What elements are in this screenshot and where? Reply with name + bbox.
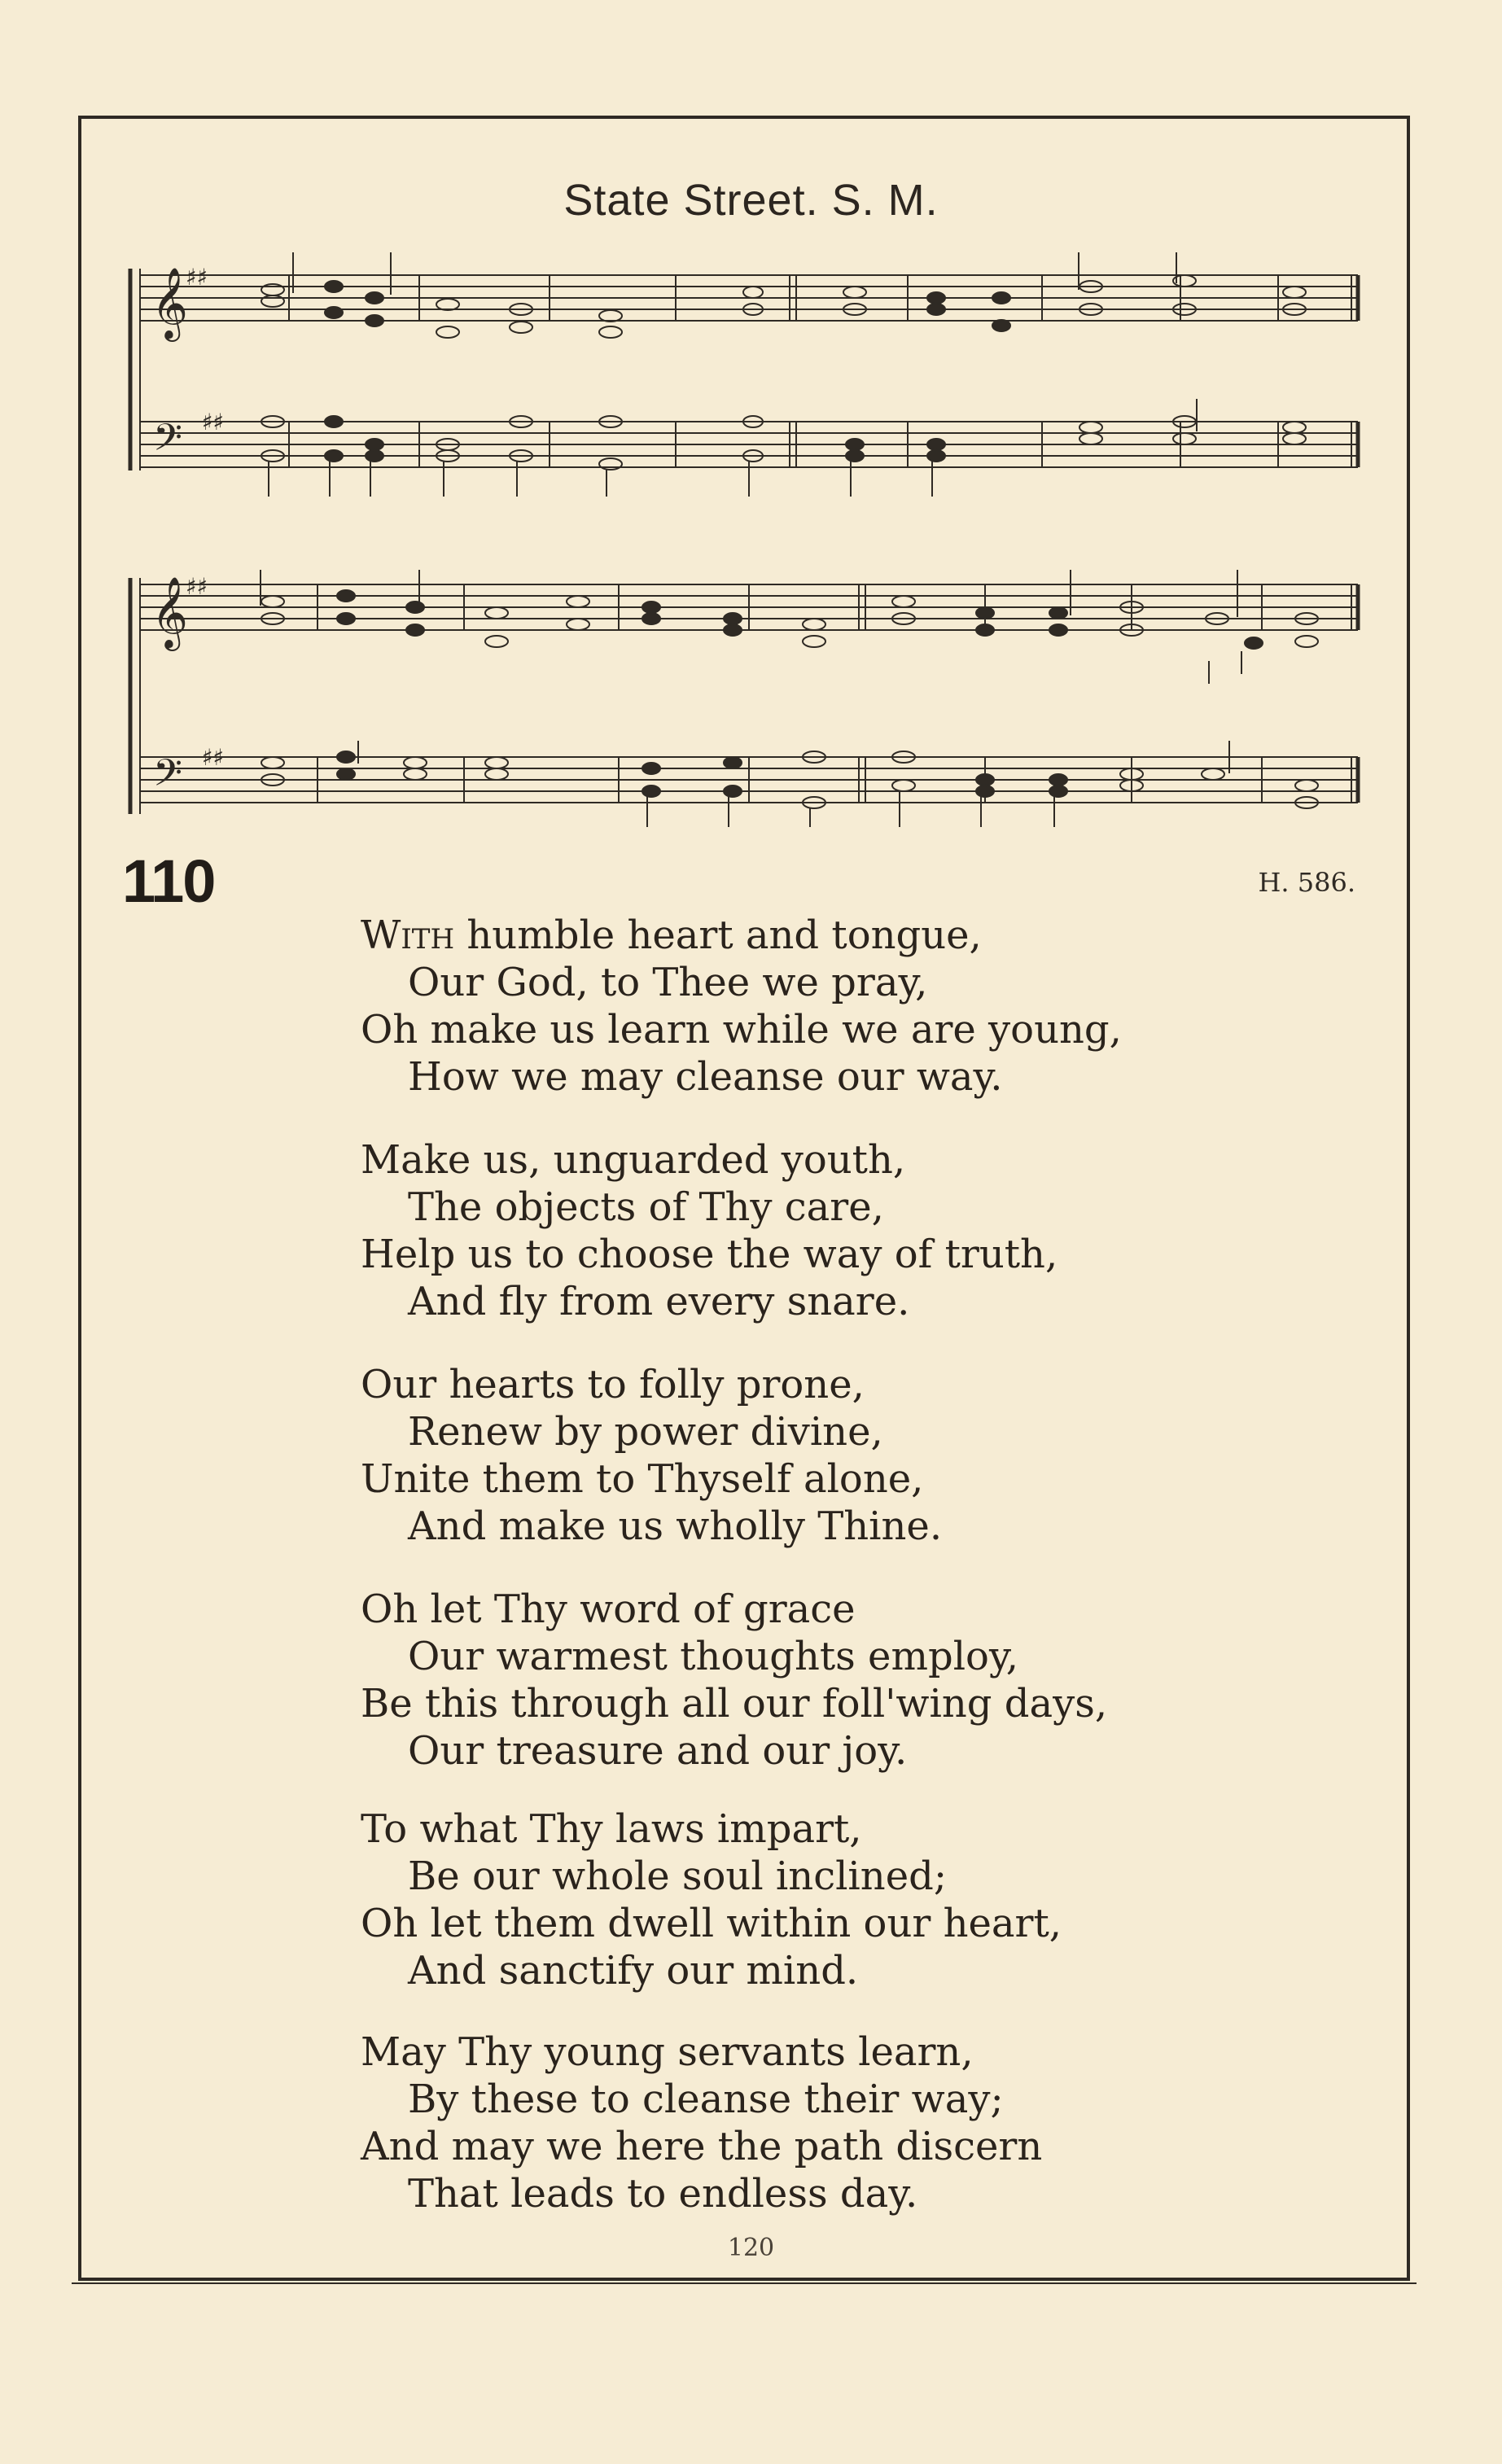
stanza-5 <box>361 1805 1062 1994</box>
stanza-line: And may we here the path discern <box>361 2124 1043 2169</box>
stanza-line: Unite them to Thyself alone, <box>361 1456 924 1502</box>
svg-text:♯♯: ♯♯ <box>186 573 208 600</box>
stanza-line: Make us, unguarded youth, <box>361 1137 906 1183</box>
stanza-line: Oh let Thy word of grace <box>361 1587 856 1632</box>
stanza-line: And sanctify our mind. <box>408 1948 859 1994</box>
stanza-line: Our hearts to folly prone, <box>361 1362 865 1407</box>
notes-2 <box>261 570 1318 827</box>
first-word-smallcaps: With <box>361 913 455 958</box>
stanza-line: Be this through all our foll'wing days, <box>361 1681 1108 1727</box>
stanza-line: Our God, to Thee we pray, <box>408 960 928 1005</box>
stanza-line: Our warmest thoughts employ, <box>408 1634 1018 1679</box>
tune-title: State Street. S. M. <box>563 176 939 225</box>
stanza-1 <box>361 912 1122 1101</box>
svg-text:𝄞: 𝄞 <box>151 576 188 648</box>
stanza-line: And fly from every snare. <box>408 1279 910 1324</box>
hymn-reference: H. 586. <box>1258 867 1355 898</box>
stanza-6 <box>361 2029 1042 2217</box>
stanza-line: The objects of Thy care, <box>408 1184 884 1230</box>
score-system-1 <box>130 252 1358 497</box>
stanza-line <box>361 912 1122 959</box>
bottom-rule <box>72 2282 1417 2284</box>
stanza-line: Be our whole soul inclined; <box>408 1853 947 1899</box>
stanza-4 <box>361 1586 1107 1775</box>
notes-1 <box>261 252 1306 497</box>
barlines-2 <box>317 584 1358 803</box>
svg-text:𝄢: 𝄢 <box>153 416 183 469</box>
stanza-line: Oh make us learn while we are young, <box>361 1007 1122 1053</box>
svg-text:♯♯: ♯♯ <box>186 264 208 291</box>
stanza-2 <box>361 1136 1058 1325</box>
stanza-line: Help us to choose the way of truth, <box>361 1232 1058 1277</box>
svg-text:𝄢: 𝄢 <box>153 751 183 804</box>
music-score <box>122 244 1376 830</box>
stanza-line: That leads to endless day. <box>408 2171 918 2217</box>
stanza-line-rest: humble heart and tongue, <box>466 913 982 958</box>
stanza-3 <box>361 1361 942 1550</box>
stanza-line: Our treasure and our joy. <box>408 1728 908 1774</box>
stanza-line: And make us wholly Thine. <box>408 1503 943 1549</box>
score-system-2 <box>130 570 1358 827</box>
svg-text:𝄞: 𝄞 <box>151 266 188 339</box>
hymn-number: 110 <box>122 847 215 915</box>
stanza-line: How we may cleanse our way. <box>408 1054 1003 1100</box>
stanza-line: Oh let them dwell within our heart, <box>361 1901 1062 1946</box>
svg-text:♯♯: ♯♯ <box>202 409 225 435</box>
stanza-line: To what Thy laws impart, <box>361 1806 862 1852</box>
page-number: 120 <box>727 2234 775 2262</box>
stanza-line: May Thy young servants learn, <box>361 2029 974 2075</box>
stanza-line: By these to cleanse their way; <box>408 2077 1004 2122</box>
stanza-line: Renew by power divine, <box>408 1409 883 1455</box>
svg-text:♯♯: ♯♯ <box>202 744 225 771</box>
